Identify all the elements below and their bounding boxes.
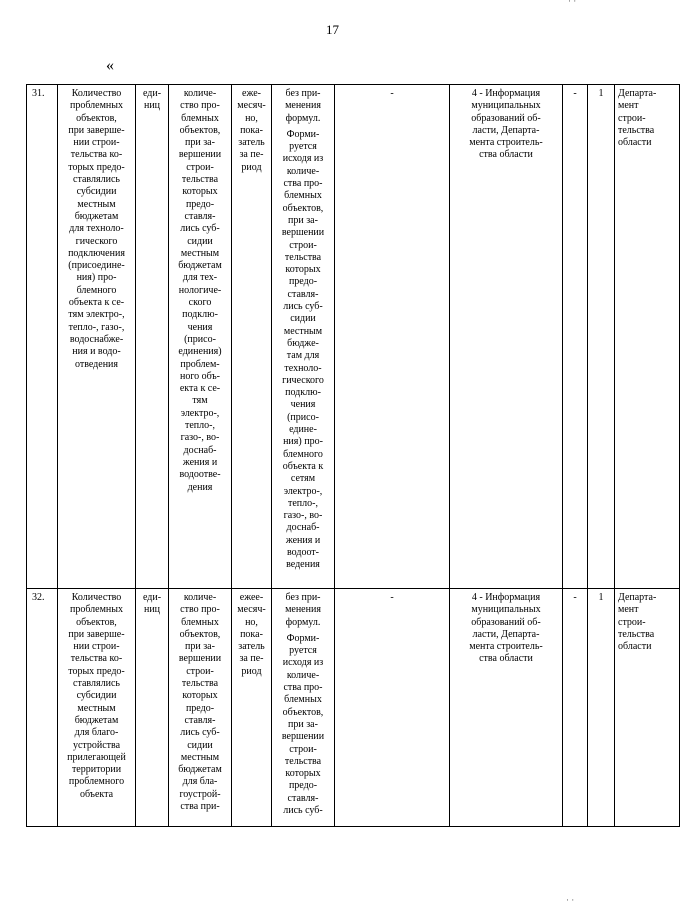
base-indicators: - [335, 589, 450, 827]
responsible-body: Департа- мент строи- тельства области [615, 589, 680, 827]
calculation-method-description: Форми- руется исходя из количе- ства про- блемных объектов, при за- вершении строи- тельства которых предо- ставля- лись суб- сидии местным бюдже- там для техноло- гического подклю- чения (присо- едине- ния) про- блемного объекта к сетям электро-, тепло-, газо-, во- доснаб- жения и водоот- ведения [281, 128, 325, 571]
periodicity: еже- месяч- но, пока- затель за пе- риод [232, 85, 272, 589]
calculation-method-description: Форми- руется исходя из количе- ства про- блемных объектов, при за- вершении строи- тельства которых предо- ставля- лись суб- [281, 632, 325, 817]
data-source: 4 - Информация муниципальных образований об- ласти, Департа- мента строитель- ства области [450, 589, 563, 827]
extra-value-1: - [563, 85, 588, 589]
extra-value-1: - [563, 589, 588, 827]
indicator-name: Количество проблемных объектов, при заверше- нии строи- тельства ко- торых предо- ставлялись субсидии местным бюджетам для техноло- гического подключения (присоедине- ния) про- блемного объекта к се- тям электро-, тепло-, газо-, водоснабже- ния и водо- отведения [58, 85, 136, 589]
calculation-method-formula: без при- менения формул. [285, 88, 321, 124]
unit-of-measure: еди- ниц [136, 85, 169, 589]
row-number: 31. [27, 85, 58, 589]
calculation-method-cell [272, 589, 335, 827]
indicator-name: Количество проблемных объектов, при заверше- нии строи- тельства ко- торых предо- ставлялись субсидии местным бюджетам для благо- устройства прилегающей территории проблемного объекта [58, 589, 136, 827]
indicator-definition: количе- ство про- блемных объектов, при за- вершении строи- тельства которых предо- ставля- лись суб- сидии местным бюджетам для тех- нологиче- ского подклю- чения (присо- единения) проблем- ного объ- екта к се- тям электро-, тепло-, газо-, во- доснаб- жения и водоотве- дения [169, 85, 232, 589]
indicator-definition: количе- ство про- блемных объектов, при за- вершении строи- тельства которых предо- ставля- лись суб- сидии местным бюджетам для бла- гоустрой- ства при- [169, 589, 232, 827]
extra-value-2: 1 [588, 589, 615, 827]
periodicity: ежее- месяч- но, пока- затель за пе- риод [232, 589, 272, 827]
indicator-table [26, 84, 680, 827]
quote-mark: « [106, 57, 114, 74]
table-row [27, 85, 680, 589]
page-number: 17 [326, 22, 339, 37]
scan-artifact-mark: · · [566, 895, 575, 905]
scan-artifact-mark: · · [568, 0, 577, 6]
data-source: 4 - Информация муниципальных образований об- ласти, Департа- мента строитель- ства области [450, 85, 563, 589]
table-row [27, 589, 680, 827]
calculation-method-cell [272, 85, 335, 589]
row-number: 32. [27, 589, 58, 827]
unit-of-measure: еди- ниц [136, 589, 169, 827]
extra-value-2: 1 [588, 85, 615, 589]
responsible-body: Департа- мент строи- тельства области [615, 85, 680, 589]
base-indicators: - [335, 85, 450, 589]
calculation-method-formula: без при- менения формул. [285, 592, 321, 628]
